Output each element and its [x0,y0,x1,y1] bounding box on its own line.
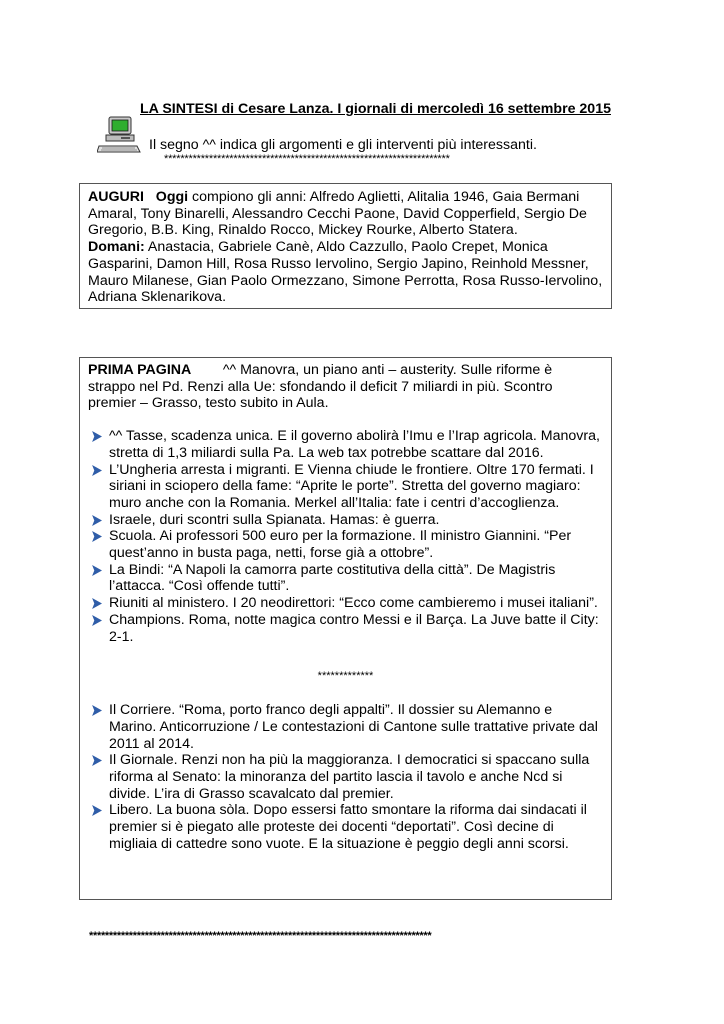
list-item: Riuniti al ministero. I 20 neodirettori: “Ecco come cambieremo i musei italiani”. [88,595,603,612]
list-item: L’Ungheria arresta i migranti. E Vienna chiude le frontiere. Oltre 170 fermati. I siriani in sciopero della fame: “Aprite le porte”. Stretta del governo magiaro: muro anche con la Romania. Merkel all’Italia: fate i centri d’accoglienza. [88,462,603,512]
prima-pagina-headline: ^^ Manovra, un piano anti – austerity. Sulle riforme è strappo nel Pd. Renzi alla Ue: sfondando il deficit 7 miliardi in più. Scontro premier – Grasso, testo subito in Aula. [88,362,553,412]
list-item: Champions. Roma, notte magica contro Messi e il Barça. La Juve batte il City: 2-1. [88,612,603,645]
today-birthdays: compiono gli anni: Alfredo Aglietti, Alitalia 1946, Gaia Bermani Amaral, Tony Binarelli, Alessandro Cecchi Paone, David Copperfield, Sergio De Gregorio, B.B. King, Rinaldo Rocco, Mickey Rourke, Alberto Statera. [88,189,587,239]
bullet-arrow-icon [91,515,102,526]
bullet-arrow-icon [91,705,102,716]
footer-stars: ************************************************************************************** [89,930,432,942]
tomorrow-birthdays: Anastacia, Gabriele Canè, Aldo Cazzullo, Paolo Crepet, Monica Gasparini, Damon Hill, Rosa Russo Iervolino, Sergio Japino, Reinhold Messner, Mauro Milanese, Gian Paolo Ormezzano, Simone Perrotta, Rosa Russo-Iervolino, Adriana Sklenarikova. [88,239,603,306]
separator-stars: ************* [317,670,374,683]
page-title: LA SINTESI di Cesare Lanza. I giornali di mercoledì 16 settembre 2015 [140,101,611,117]
list-item: La Bindi: “A Napoli la camorra parte costitutiva della città”. De Magistris l’attacca. “Così offende tutti”. [88,562,603,595]
subtitle: Il segno ^^ indica gli argomenti e gli interventi più interessanti. [149,137,537,153]
list-item: ^^ Tasse, scadenza unica. E il governo abolirà l’Imu e l’Irap agricola. Manovra, stretta di 1,3 miliardi sulla Pa. La web tax potrebbe scattare dal 2016. [88,428,603,461]
auguri-box [79,183,612,309]
list-item: Il Corriere. “Roma, porto franco degli appalti”. Il dossier su Alemanno e Marino. Anticorruzione / Le contestazioni di Cantone sulle trattative private dal 2011 al 2014. [88,702,603,752]
bullet-arrow-icon [91,615,102,626]
computer-icon [97,116,141,154]
bullet-arrow-icon [91,565,102,576]
auguri-label: AUGURI [88,189,144,205]
bullet-arrow-icon [91,431,102,442]
news-list [88,428,603,645]
bullet-arrow-icon [91,531,102,542]
prima-pagina-box [79,357,612,900]
prima-pagina-label: PRIMA PAGINA [88,362,192,378]
bullet-arrow-icon [91,465,102,476]
bullet-arrow-icon [91,805,102,816]
newspapers-list [88,702,603,852]
list-item: Scuola. Ai professori 500 euro per la formazione. Il ministro Giannini. “Per quest’anno in busta paga, netti, forse già a ottobre”. [88,528,603,561]
tomorrow-label: Domani: [88,239,145,256]
bullet-arrow-icon [91,598,102,609]
bullet-arrow-icon [91,755,102,766]
list-item: Israele, duri scontri sulla Spianata. Hamas: è guerra. [88,512,603,529]
list-item: Libero. La buona sòla. Dopo essersi fatto smontare la riforma dai sindacati il premier si è piegato alle proteste dei docenti “deportati”. Così decine di migliaia di cattedre sono vuote. E la situazione è peggio degli anni scorsi. [88,802,603,852]
header-stars: ********************************************************************** [164,153,450,165]
today-label: Oggi [155,189,189,205]
prima-pagina-intro [88,362,603,412]
list-item: Il Giornale. Renzi non ha più la maggioranza. I democratici si spaccano sulla riforma al Senato: la minoranza del partito lascia il tavolo e anche Ncd si divide. L’ira di Grasso scavalcato dal premier. [88,752,603,802]
